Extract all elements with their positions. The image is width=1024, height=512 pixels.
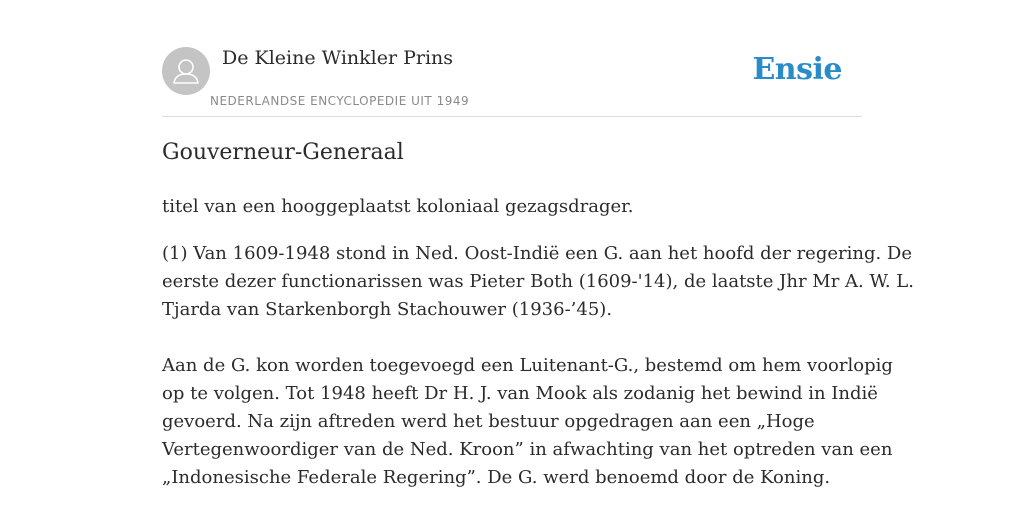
paragraph-line: eerste dezer functionarissen was Pieter Both (1609-'14), de laatste Jhr Mr A. W. L. — [162, 271, 914, 292]
source-header — [162, 40, 862, 117]
paragraph-line: op te volgen. Tot 1948 heeft Dr H. J. van Mook als zodanig het bewind in Indië — [162, 383, 878, 404]
article-paragraph-1 — [162, 240, 914, 324]
article-title: Gouverneur-Generaal — [162, 140, 404, 165]
paragraph-line: gevoerd. Na zijn aftreden werd het bestuur opgedragen aan een „Hoge — [162, 411, 815, 432]
paragraph-spacer — [162, 324, 862, 352]
source-subtitle: NEDERLANDSE ENCYCLOPEDIE UIT 1949 — [210, 94, 470, 108]
source-title[interactable]: De Kleine Winkler Prins — [222, 47, 454, 69]
paragraph-line: Aan de G. kon worden toegevoegd een Luitenant-G., bestemd om hem voorlopig — [162, 355, 893, 376]
source-avatar[interactable] — [162, 47, 210, 95]
user-icon — [162, 47, 210, 95]
article-lead: titel van een hooggeplaatst koloniaal gezagsdrager. — [162, 196, 634, 217]
paragraph-line: (1) Van 1609-1948 stond in Ned. Oost-Indië een G. aan het hoofd der regering. De — [162, 243, 913, 264]
paragraph-line: Vertegenwoordiger van de Ned. Kroon” in afwachting van het optreden van een — [162, 439, 893, 460]
paragraph-line: Tjarda van Starkenborgh Stachouwer (1936-’45). — [162, 299, 613, 320]
paragraph-line: „Indonesische Federale Regering”. De G. werd benoemd door de Koning. — [162, 467, 831, 488]
article-body — [162, 193, 914, 492]
article-paragraph-2 — [162, 352, 893, 492]
brand-logo[interactable]: Ensie — [752, 52, 842, 87]
